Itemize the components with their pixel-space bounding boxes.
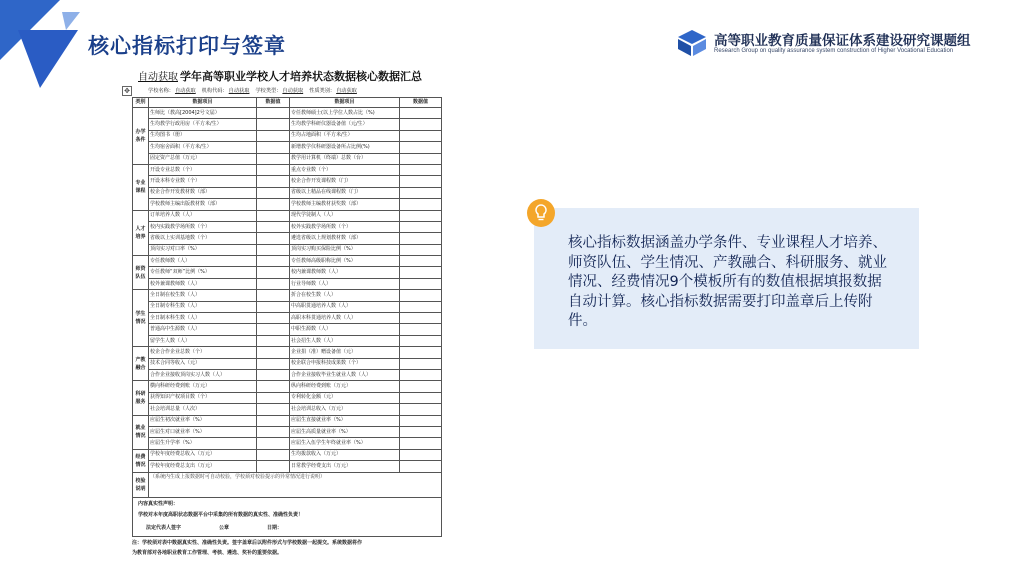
data-item-cell: 重点专业数（个） [290, 164, 400, 175]
page-title: 核心指标打印与签章 [88, 34, 286, 58]
table-row [133, 210, 442, 221]
table-row [133, 301, 442, 312]
data-value-cell[interactable] [400, 381, 442, 392]
data-item-cell: 校内兼课教师数（人） [290, 267, 400, 278]
data-value-cell[interactable] [400, 256, 442, 267]
data-value-cell[interactable] [257, 176, 290, 187]
data-item-cell: 生均占地面积（平方米/生） [290, 130, 400, 141]
data-item-cell: 学校年度经费总收入（万元） [149, 449, 257, 460]
info-text: 核心指标数据涵盖办学条件、专业课程人才培养、师资队伍、学生情况、产教融合、科研服务、就业情况、经费情况9个模板所有的数值根据填报数据自动计算。核心指标数据需要打印盖章后上传附件。 [568, 235, 887, 329]
table-row [133, 233, 442, 244]
data-value-cell[interactable] [257, 438, 290, 449]
header-item-1: 数据项目 [149, 98, 257, 108]
table-row [133, 335, 442, 346]
data-item-cell: 留学生人数（人） [149, 335, 257, 346]
data-value-cell[interactable] [400, 347, 442, 358]
declaration-cell [133, 497, 442, 536]
table-row [133, 415, 442, 426]
data-item-cell: 开设专业总数（个） [149, 164, 257, 175]
data-item-cell: 全日制在校生数（人） [149, 290, 257, 301]
meta-label: 学校名称： [148, 88, 174, 94]
lightbulb-icon [526, 198, 556, 228]
category-cell: 师资队伍 [133, 256, 149, 290]
document-footnote [132, 538, 442, 558]
table-row [133, 244, 442, 255]
data-item-cell: 横向科研经费到账（万元） [149, 381, 257, 392]
data-value-cell[interactable] [257, 142, 290, 153]
data-item-cell: 订单培养人数（人） [149, 210, 257, 221]
table-row [133, 176, 442, 187]
data-item-cell: 现代学徒制人（人） [290, 210, 400, 221]
document-title-text: 学年高等职业学校人才培养状态数据核心数据汇总 [180, 70, 422, 83]
data-value-cell[interactable] [400, 369, 442, 380]
data-value-cell[interactable] [400, 324, 442, 335]
data-item-cell: 中职生源数（人） [290, 324, 400, 335]
table-row [133, 369, 442, 380]
document-title-prefix: 自动获取 [138, 72, 178, 83]
data-value-cell[interactable] [257, 244, 290, 255]
data-value-cell[interactable] [257, 347, 290, 358]
summary-document [120, 68, 442, 568]
table-row [133, 142, 442, 153]
signature-label: 法定代表人签字 [146, 524, 182, 531]
data-value-cell[interactable] [257, 358, 290, 369]
data-item-cell: 开设本科专业数（个） [149, 176, 257, 187]
data-value-cell[interactable] [257, 119, 290, 130]
data-item-cell: 全日制本科生数（人） [149, 313, 257, 324]
category-cell: 办学条件 [133, 108, 149, 165]
data-item-cell: 生均宿舍面积（平方米/生） [149, 142, 257, 153]
data-value-cell[interactable] [400, 176, 442, 187]
data-value-cell[interactable] [257, 187, 290, 198]
data-item-cell: 生均教学行政用房（平方米/生） [149, 119, 257, 130]
data-item-cell: 应届生初次就业率（%） [149, 415, 257, 426]
table-row [133, 278, 442, 289]
data-value-cell[interactable] [257, 426, 290, 437]
data-value-cell[interactable] [257, 381, 290, 392]
table-row [133, 461, 442, 472]
declaration-title: 内容真实性声明： [138, 500, 179, 507]
data-item-cell: 校企联合申报科技成果数（个） [290, 358, 400, 369]
data-item-cell: 生均教学科研仪器设备值（元/生） [290, 119, 400, 130]
data-item-cell: 社会培训总量（人次） [149, 404, 257, 415]
data-value-cell[interactable] [257, 290, 290, 301]
table-row [133, 199, 442, 210]
data-value-cell[interactable] [400, 199, 442, 210]
data-value-cell[interactable] [257, 267, 290, 278]
data-value-cell[interactable] [400, 187, 442, 198]
data-value-cell[interactable] [257, 324, 290, 335]
data-value-cell[interactable] [400, 404, 442, 415]
table-row [133, 381, 442, 392]
stacked-cubes-icon [676, 28, 708, 58]
data-value-cell[interactable] [400, 335, 442, 346]
core-data-table [132, 97, 442, 537]
data-value-cell[interactable] [400, 461, 442, 472]
data-item-cell: 获得知识产权项目数（个） [149, 392, 257, 403]
data-value-cell[interactable] [400, 426, 442, 437]
data-item-cell: 日常教学经费支出（万元） [290, 461, 400, 472]
table-row [133, 267, 442, 278]
document-meta [148, 87, 363, 94]
data-item-cell: 教学用计算机（终端）总数（台） [290, 153, 400, 164]
data-item-cell: 顶岗实习购买保险比例（%） [290, 244, 400, 255]
data-value-cell[interactable] [257, 392, 290, 403]
data-value-cell[interactable] [257, 404, 290, 415]
header-value-2: 数据值 [400, 98, 442, 108]
table-row [133, 119, 442, 130]
data-value-cell[interactable] [400, 267, 442, 278]
table-row [133, 358, 442, 369]
remark-category: 校验说明 [133, 472, 149, 497]
data-item-cell: 合作企业接收顶岗实习人数（人） [149, 369, 257, 380]
header-item-2: 数据项目 [290, 98, 400, 108]
data-item-cell: 社会招生人数（人） [290, 335, 400, 346]
data-item-cell: 企业捐（准）赠设备值（元） [290, 347, 400, 358]
data-value-cell[interactable] [400, 290, 442, 301]
data-item-cell: 生均拨款收入（万元） [290, 449, 400, 460]
data-item-cell: 应届生入伍学生年终就业率（%） [290, 438, 400, 449]
data-item-cell: 普通高中生源数（人） [149, 324, 257, 335]
data-item-cell: 校内实践教学场所数（个） [149, 221, 257, 232]
data-value-cell[interactable] [400, 392, 442, 403]
table-move-handle[interactable]: ✥ [122, 86, 132, 96]
brand-subtitle: Research Group on quality assurance system construction of Higher Vocational Education [714, 48, 954, 54]
category-cell: 产教融合 [133, 347, 149, 381]
data-item-cell: 应届生直接就业率（%） [290, 415, 400, 426]
data-value-cell[interactable] [257, 130, 290, 141]
table-row [133, 256, 442, 267]
data-item-cell: 专任教师高级职称比例（%） [290, 256, 400, 267]
signature-label: 日期： [267, 524, 283, 531]
table-row [133, 221, 442, 232]
data-item-cell: 校外实践教学场所数（个） [290, 221, 400, 232]
data-value-cell[interactable] [257, 278, 290, 289]
remark-row [133, 472, 442, 497]
corner-decoration [0, 0, 90, 90]
data-item-cell: 应届生升学率（%） [149, 438, 257, 449]
meta-label: 机构代码： [201, 88, 228, 94]
data-value-cell[interactable] [400, 108, 442, 119]
header-value-1: 数据值 [257, 98, 290, 108]
data-value-cell[interactable] [400, 210, 442, 221]
data-value-cell[interactable] [400, 119, 442, 130]
data-item-cell: 合作企业接收毕业生就业人数（人） [290, 369, 400, 380]
data-item-cell: 应届生高质量就业率（%） [290, 426, 400, 437]
data-value-cell[interactable] [400, 278, 442, 289]
table-row [133, 392, 442, 403]
data-value-cell[interactable] [257, 164, 290, 175]
signature-label: 公章 [219, 524, 230, 531]
data-item-cell: 遴选省级以上规划教材数（部） [290, 233, 400, 244]
data-item-cell: 校企合作开发教材数（部） [149, 187, 257, 198]
data-item-cell: 社会培训总收入（万元） [290, 404, 400, 415]
data-item-cell: 中高职贯通培养人数（人） [290, 301, 400, 312]
document-title [138, 68, 422, 84]
table-row [133, 449, 442, 460]
brand-name: 高等职业教育质量保证体系建设研究课题组 [714, 33, 971, 49]
data-value-cell[interactable] [400, 142, 442, 153]
meta-label: 学校类型： [255, 88, 282, 94]
category-cell: 经费情况 [133, 449, 149, 472]
data-item-cell: 顶岗实习对口率（%） [149, 244, 257, 255]
category-cell: 学生情况 [133, 290, 149, 347]
meta-value: 自动获取 [282, 88, 304, 94]
data-value-cell[interactable] [257, 199, 290, 210]
data-item-cell: 专任教师硕士(以上学位人数占比（%) [290, 108, 400, 119]
meta-label: 性质类别： [309, 88, 336, 94]
category-cell: 科研服务 [133, 381, 149, 415]
data-item-cell: 应届生对口就业率（%） [149, 426, 257, 437]
data-item-cell: 固定资产总值（万元） [149, 153, 257, 164]
table-row [133, 153, 442, 164]
data-value-cell[interactable] [257, 313, 290, 324]
remark-text: （系统内生成上报数据时可自动校验，学校须对校验提示的异常情况进行说明） [149, 472, 442, 497]
data-value-cell[interactable] [400, 130, 442, 141]
data-value-cell[interactable] [400, 233, 442, 244]
meta-value: 自动获取 [228, 88, 250, 94]
data-item-cell: 专任教师“双师”比例（%） [149, 267, 257, 278]
data-item-cell: 折合在校生数（人） [290, 290, 400, 301]
data-value-cell[interactable] [400, 221, 442, 232]
table-row [133, 324, 442, 335]
info-box [534, 208, 919, 349]
data-value-cell[interactable] [257, 335, 290, 346]
signature-line [146, 524, 440, 533]
data-item-cell: 新增教学仪科研器设备所占比例(%) [290, 142, 400, 153]
table-row [133, 290, 442, 301]
data-value-cell[interactable] [400, 438, 442, 449]
table-row [133, 187, 442, 198]
data-value-cell[interactable] [257, 108, 290, 119]
data-item-cell: 全日制专科生数（人） [149, 301, 257, 312]
data-item-cell: 校企合作开发课程数（门） [290, 176, 400, 187]
data-item-cell: 学校年度经费总支出（万元） [149, 461, 257, 472]
declaration-text: 学校对本年度高职状态数据平台中采集的所有数据的真实性、准确性负责！ [138, 511, 304, 518]
data-value-cell[interactable] [257, 210, 290, 221]
footnote-line-1: 注：学校须对表中数据真实性、准确性负责。签字盖章后以附件形式与学校数据一起提交。系统数据将作 [132, 540, 363, 546]
table-row [133, 426, 442, 437]
data-value-cell[interactable] [257, 449, 290, 460]
category-cell: 专业课程 [133, 164, 149, 210]
data-value-cell[interactable] [257, 415, 290, 426]
category-cell: 人才培养 [133, 210, 149, 256]
category-cell: 就业情况 [133, 415, 149, 449]
table-row [133, 313, 442, 324]
table-row [133, 164, 442, 175]
data-value-cell[interactable] [400, 358, 442, 369]
data-value-cell[interactable] [257, 461, 290, 472]
data-item-cell: 学校教师主编教材获奖数（部） [290, 199, 400, 210]
data-item-cell: 专任教师数（人） [149, 256, 257, 267]
data-item-cell: 学校教师主编出版教材数（部） [149, 199, 257, 210]
data-value-cell[interactable] [257, 221, 290, 232]
data-value-cell[interactable] [257, 301, 290, 312]
brand-header [676, 27, 996, 61]
data-value-cell[interactable] [257, 369, 290, 380]
data-item-cell: 高职本科贯通培养人数（人） [290, 313, 400, 324]
data-value-cell[interactable] [257, 233, 290, 244]
data-value-cell[interactable] [400, 164, 442, 175]
footnote-line-2: 为教育部对各地职业教育工作管理、考核、遴选、奖补的重要依据。 [132, 550, 283, 556]
data-value-cell[interactable] [400, 449, 442, 460]
header-category: 类别 [133, 98, 149, 108]
data-value-cell[interactable] [400, 313, 442, 324]
data-value-cell[interactable] [400, 301, 442, 312]
table-row [133, 347, 442, 358]
data-item-cell: 专利转化金额（元） [290, 392, 400, 403]
meta-value: 自动获取 [336, 88, 357, 94]
data-value-cell[interactable] [257, 256, 290, 267]
table-row [133, 108, 442, 119]
table-header-row [133, 98, 442, 108]
table-row [133, 404, 442, 415]
data-item-cell: 校企合作企业总数（个） [149, 347, 257, 358]
table-row [133, 438, 442, 449]
meta-value: 自动获取 [174, 88, 196, 94]
data-value-cell[interactable] [400, 244, 442, 255]
data-item-cell: 技术合同等收入（元） [149, 358, 257, 369]
data-item-cell: 省级以上实训基地数（个） [149, 233, 257, 244]
data-item-cell: 省级以上精品在线课程数（门） [290, 187, 400, 198]
data-item-cell: 校外兼课教师数（人） [149, 278, 257, 289]
data-value-cell[interactable] [400, 415, 442, 426]
declaration-row [133, 497, 442, 536]
data-item-cell: 行业导师数（人） [290, 278, 400, 289]
data-item-cell: 生均图书（册） [149, 130, 257, 141]
table-row [133, 130, 442, 141]
data-item-cell: 生师比（教高[2004]2号文届） [149, 108, 257, 119]
data-value-cell[interactable] [257, 153, 290, 164]
data-value-cell[interactable] [400, 153, 442, 164]
data-item-cell: 纵向科研经费到账（万元） [290, 381, 400, 392]
